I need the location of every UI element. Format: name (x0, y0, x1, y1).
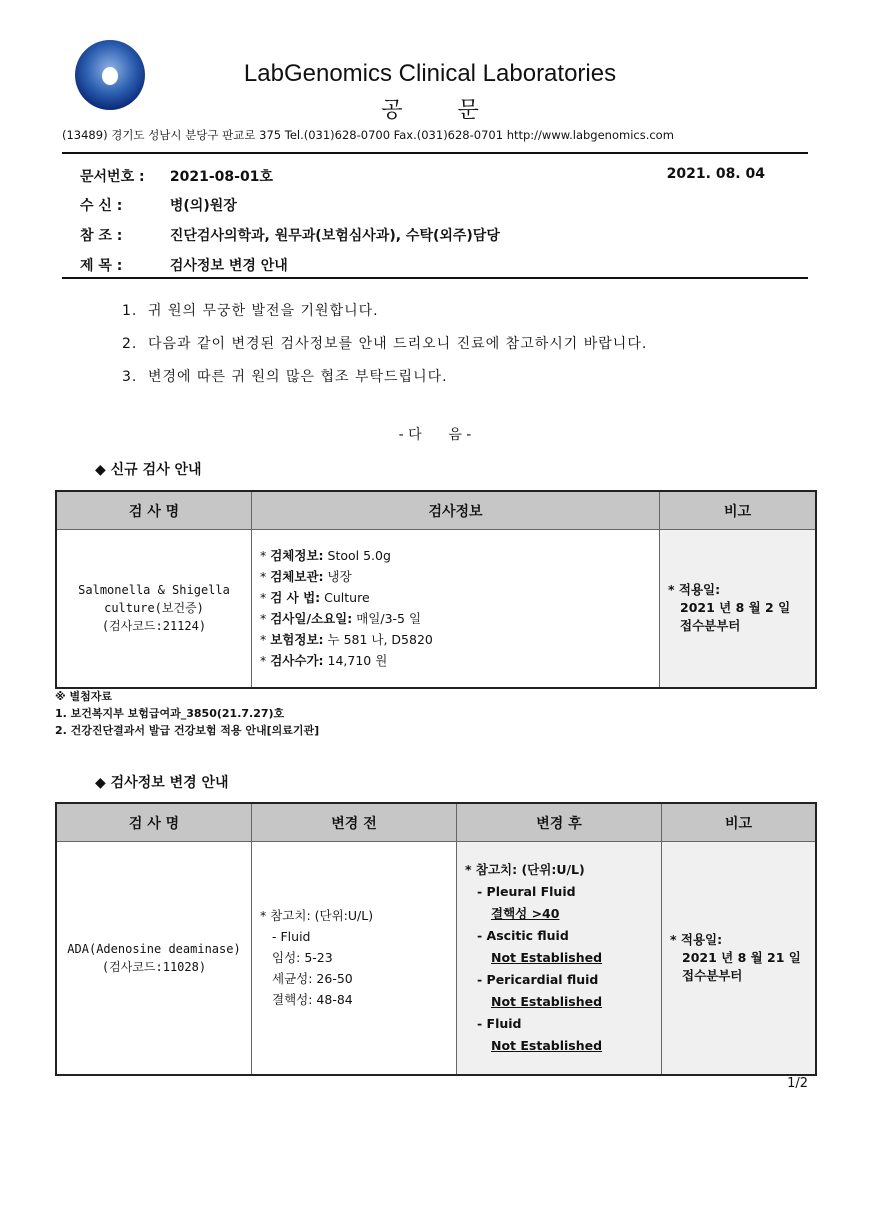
info-line: * 검체정보: Stool 5.0g (260, 548, 391, 564)
doc-number-label: 문서번호 : (80, 169, 145, 185)
col-test-info: 검사정보 (252, 491, 660, 530)
subject-value: 검사정보 변경 안내 (169, 258, 288, 274)
note-cell: * 적용일: 2021 년 8 월 21 일 접수분부터 (662, 842, 817, 1075)
org-name: LabGenomics Clinical Laboratories (243, 60, 617, 87)
recipient-row (80, 195, 237, 215)
table-header-row (56, 803, 816, 842)
note-cell: * 적용일: 2021 년 8 월 2 일 접수분부터 (660, 530, 817, 688)
paragraph-1: 1. 귀 원의 무궁한 발전을 기원합니다. (122, 303, 379, 319)
header-bottom-rule (62, 277, 808, 279)
test-info-cell (252, 530, 660, 688)
da-eum-heading: - 다 음 - (398, 427, 472, 443)
doc-date: 2021. 08. 04 (666, 166, 765, 182)
col-before: 변경 전 (252, 803, 457, 842)
page-number: 1/2 (787, 1076, 808, 1091)
info-line: * 검사일/소요일: 매일/3-5 일 (260, 611, 422, 627)
col-note: 비고 (660, 491, 817, 530)
table-row (56, 842, 816, 1075)
reference-row (80, 225, 500, 245)
org-address: (13489) 경기도 성남시 분당구 판교로 375 Tel.(031)628-0700 Fax.(031)628-0701 http://www.labgenomics.com (62, 128, 674, 142)
attachment-1: 1. 보건복지부 보험급여과_3850(21.7.27)호 (55, 707, 285, 720)
info-line: * 검 사 법: Culture (260, 590, 370, 606)
col-test-name: 검 사 명 (56, 491, 252, 530)
info-line: * 검사수가: 14,710 원 (260, 653, 388, 669)
test-name-cell: ADA(Adenosine deaminase) (검사코드:11028) (56, 842, 252, 1075)
header-top-rule (62, 152, 808, 154)
recipient-label: 수 신 : (80, 198, 123, 214)
section-change-title: ◆ 검사정보 변경 안내 (95, 775, 229, 791)
table-header-row (56, 491, 816, 530)
labgenomics-logo (75, 40, 145, 110)
info-line: * 보험정보: 누 581 나, D5820 (260, 632, 433, 648)
reference-label: 참 조 : (80, 228, 123, 244)
before-cell: * 참고치: (단위:U/L) - Fluid 임성: 5-23 세균성: 26-50 결핵성: 48-84 (252, 842, 457, 1075)
col-test-name: 검 사 명 (56, 803, 252, 842)
section-new-test-title: ◆ 신규 검사 안내 (95, 462, 202, 478)
info-line: * 검체보관: 냉장 (260, 569, 352, 585)
doc-type-title: 공문 (381, 98, 534, 123)
attachment-2: 2. 건강진단결과서 발급 건강보험 적용 안내[의료기관] (55, 724, 320, 737)
change-table (55, 802, 817, 1076)
reference-value: 진단검사의학과, 원무과(보험심사과), 수탁(외주)담당 (169, 228, 500, 244)
subject-label: 제 목 : (80, 258, 123, 274)
doc-number-value: 2021-08-01호 (169, 169, 273, 185)
subject-row (80, 255, 288, 275)
paragraph-3: 3. 변경에 따른 귀 원의 많은 협조 부탁드립니다. (122, 369, 448, 385)
paragraph-2: 2. 다음과 같이 변경된 검사정보를 안내 드리오니 진료에 참고하시기 바랍니다. (122, 336, 648, 352)
attachments-title: ※ 별첨자료 (55, 690, 113, 703)
doc-number-row (80, 166, 273, 186)
new-test-table (55, 490, 817, 689)
table-row (56, 530, 816, 688)
col-note: 비고 (662, 803, 817, 842)
after-cell: * 참고치: (단위:U/L) - Pleural Fluid 결핵성 >40 - Ascitic fluid Not Established - Pericardial fluid Not Established - Fluid Not Established (457, 842, 662, 1075)
test-name-cell: Salmonella & Shigella culture(보건증) (검사코드:21124) (56, 530, 252, 688)
col-after: 변경 후 (457, 803, 662, 842)
recipient-value: 병(의)원장 (169, 198, 237, 214)
